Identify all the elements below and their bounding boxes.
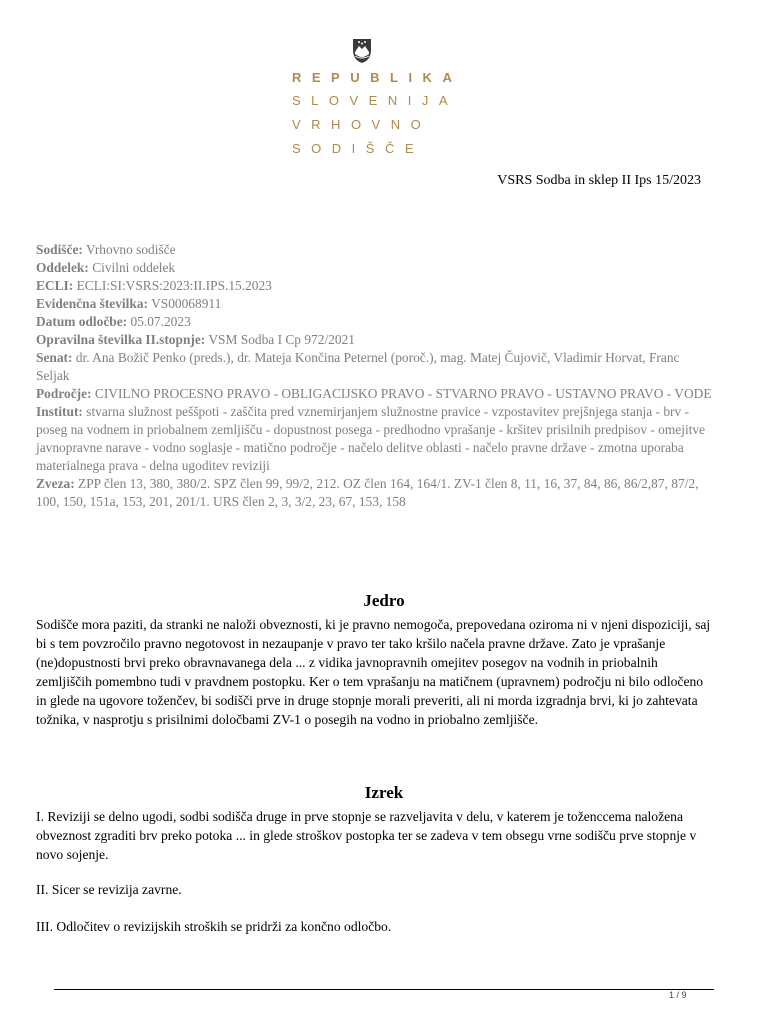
- logo-line-slovenija: SLOVENIJA: [292, 93, 459, 108]
- izrek-point-1: I. Reviziji se delno ugodi, sodbi sodišča druge in prve stopnje se razveljavita v delu, v katerem je toženccema naložena obveznost zgraditi brv preko potoka ... in glede stroškov postopka ter se zadeva v tem obsegu vrne sodišču prve stopnje v novo sojenje.: [36, 809, 697, 862]
- case-reference: VSRS Sodba in sklep II Ips 15/2023: [497, 173, 701, 188]
- izrek-point-3: III. Odločitev o revizijskih stroških se pridrži za končno odločbo.: [36, 919, 392, 934]
- meta-ecli: ECLI: ECLI:SI:VSRS:2023:II.IPS.15.2023: [36, 278, 272, 293]
- meta-opravilna: Opravilna številka II.stopnje: VSM Sodba I Cp 972/2021: [36, 332, 355, 347]
- izrek-point-2: II. Sicer se revizija zavrne.: [36, 882, 182, 897]
- meta-datum: Datum odločbe: 05.07.2023: [36, 314, 191, 329]
- meta-zveza: Zveza: ZPP člen 13, 380, 380/2. SPZ člen 99, 99/2, 212. OZ člen 164, 164/1. ZV-1 člen 8, 11, 16, 37, 84, 86, 86/2,87, 87/2, 100, 150, 151a, 153, 201, 201/1. URS člen 2, 3, 3/2, 23, 67, 153, 158: [36, 476, 699, 509]
- page-number: 1 / 9: [669, 990, 687, 1000]
- meta-senat: Senat: dr. Ana Božič Penko (preds.), dr. Mateja Končina Peternel (poroč.), mag. Matej Čujovič, Vladimir Horvat, Franc Seljak: [36, 350, 680, 383]
- logo-line-sodisce: SODIŠČE: [292, 141, 425, 156]
- meta-institut: Institut: stvarna služnost peššpoti - zaščita pred vznemirjanjem služnostne pravice - vzpostavitev prejšnjega stanja - brv - poseg na vodnem in priobalnem zemljišču - dopustnost posega - predhodno vprašanje - kršitev prisilnih predpisov - omejitve javnopravne narave - vodno soglasje - matično področje - načelo delitve oblasti - načelo pravne države - zmotna uporaba materialnega prava - delna ugoditev reviziji: [36, 404, 706, 473]
- metadata-block: [36, 241, 716, 511]
- logo-line-republika: REPUBLIKA: [292, 70, 463, 85]
- logo-line-vrhovno: VRHOVNO: [292, 117, 432, 132]
- izrek-heading: Izrek: [364, 783, 404, 802]
- meta-evidencna: Evidenčna številka: VS00068911: [36, 296, 222, 311]
- coat-of-arms-icon: [352, 34, 372, 64]
- footer-divider: [54, 989, 714, 990]
- meta-oddelek: Oddelek: Civilni oddelek: [36, 260, 176, 275]
- jedro-text: Sodišče mora paziti, da stranki ne naloži obveznosti, ki je pravno nemogoča, prepovedana oziroma ni v njeni dispoziciji, saj bi s tem povzročilo pravno negotovost in nezaupanje v pravo ter tako kršilo načela pravne države. Zato je vprašanje (ne)dopustnosti brvi preko obravnavanega dela ... z vidika javnopravnih omejitev posegov na vodnih in priobalnih zemljiščih pomembno tudi v pravdnem postopku. Ker o tem vprašanju na matičnem (upravnem) področju ni bilo odločeno in glede na ugovore toženčev, bi sodišči prve in druge stopnje morali preveriti, ali ni morda izgradnja brvi, ki jo zahtevata tožnika, v nasprotju s prisilnimi določbami ZV-1 o posegih na vodno in priobalno zemljišče.: [36, 617, 711, 727]
- meta-podrocje: Področje: CIVILNO PROCESNO PRAVO - OBLIGACIJSKO PRAVO - STVARNO PRAVO - USTAVNO PRAVO - VODE: [36, 386, 712, 401]
- meta-sodisce: Sodišče: Vrhovno sodišče: [36, 242, 176, 257]
- jedro-heading: Jedro: [363, 591, 405, 610]
